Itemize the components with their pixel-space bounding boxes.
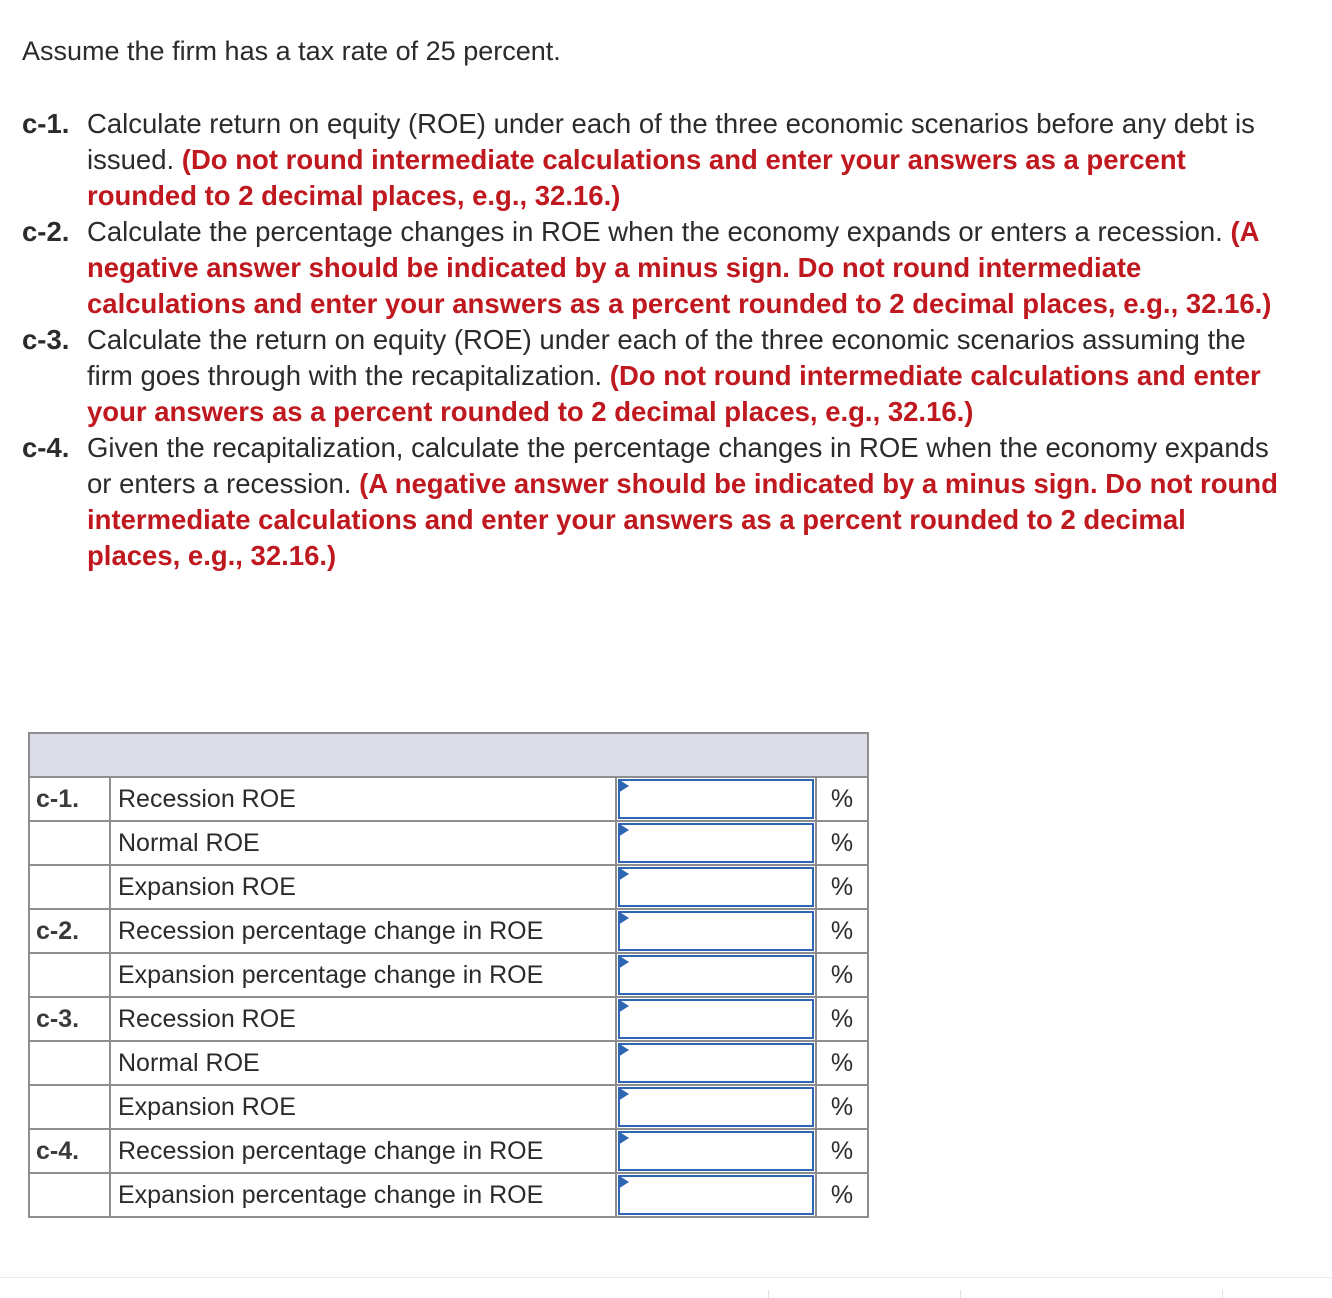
row-label: Recession ROE — [110, 997, 616, 1041]
answer-input[interactable] — [618, 955, 814, 995]
unit-label: % — [816, 1129, 868, 1173]
input-cell — [616, 953, 816, 997]
footer-tick-divider — [768, 1290, 769, 1298]
question-list — [22, 106, 1282, 574]
question-instruction: (A negative answer should be indicated by a minus sign. Do not round intermediate calculations and enter your answers as a percent rounded to 2 decimal places, e.g., 32.16.) — [87, 216, 1272, 319]
intro-text: Assume the firm has a tax rate of 25 percent. — [22, 36, 561, 66]
unit-label: % — [816, 777, 868, 821]
answer-input[interactable] — [618, 999, 814, 1039]
table-row — [29, 953, 868, 997]
table-row — [29, 1041, 868, 1085]
table-row — [29, 777, 868, 821]
answer-input[interactable] — [618, 1131, 814, 1171]
footer-tick-divider — [960, 1290, 961, 1298]
unit-label: % — [816, 1041, 868, 1085]
answer-input[interactable] — [618, 867, 814, 907]
input-cell — [616, 777, 816, 821]
question-instruction: (Do not round intermediate calculations and enter your answers as a percent rounded to 2 decimal places, e.g., 32.16.) — [87, 360, 1261, 427]
input-cell — [616, 1041, 816, 1085]
table-header-row — [29, 733, 868, 777]
question-label: c-2. — [22, 216, 70, 247]
input-cell — [616, 821, 816, 865]
question-instruction: (A negative answer should be indicated by a minus sign. Do not round intermediate calculations and enter your answers as a percent rounded to 2 decimal places, e.g., 32.16.) — [87, 468, 1278, 571]
part-label — [29, 953, 110, 997]
part-label: c-4. — [29, 1129, 110, 1173]
part-label: c-2. — [29, 909, 110, 953]
question-c3 — [22, 322, 1282, 430]
row-label: Expansion percentage change in ROE — [110, 1173, 616, 1217]
question-text: Given the recapitalization, calculate the percentage changes in ROE when the economy expands or enters a recession. — [87, 432, 1269, 499]
question-label: c-4. — [22, 432, 70, 463]
table-row — [29, 1173, 868, 1217]
question-c2 — [22, 214, 1282, 322]
input-cell — [616, 1085, 816, 1129]
bottom-divider — [0, 1277, 1332, 1278]
table-row — [29, 821, 868, 865]
answer-input[interactable] — [618, 823, 814, 863]
question-text: Calculate return on equity (ROE) under each of the three economic scenarios before any debt is issued. — [87, 108, 1255, 175]
row-label: Recession ROE — [110, 777, 616, 821]
row-label: Expansion ROE — [110, 1085, 616, 1129]
table-row — [29, 1085, 868, 1129]
input-cell — [616, 997, 816, 1041]
question-label: c-3. — [22, 324, 70, 355]
unit-label: % — [816, 953, 868, 997]
answer-input[interactable] — [618, 911, 814, 951]
question-label: c-1. — [22, 108, 70, 139]
table-row — [29, 909, 868, 953]
input-cell — [616, 909, 816, 953]
question-c4 — [22, 430, 1282, 574]
table-row — [29, 997, 868, 1041]
row-label: Normal ROE — [110, 821, 616, 865]
table-header-cell — [29, 733, 868, 777]
unit-label: % — [816, 1085, 868, 1129]
part-label — [29, 1041, 110, 1085]
unit-label: % — [816, 997, 868, 1041]
row-label: Normal ROE — [110, 1041, 616, 1085]
part-label — [29, 1173, 110, 1217]
question-c1 — [22, 106, 1282, 214]
unit-label: % — [816, 865, 868, 909]
part-label: c-1. — [29, 777, 110, 821]
part-label — [29, 865, 110, 909]
row-label: Expansion percentage change in ROE — [110, 953, 616, 997]
answer-table — [28, 732, 869, 1218]
row-label: Expansion ROE — [110, 865, 616, 909]
answer-input[interactable] — [618, 1175, 814, 1215]
unit-label: % — [816, 909, 868, 953]
answer-input[interactable] — [618, 1043, 814, 1083]
part-label: c-3. — [29, 997, 110, 1041]
answer-input[interactable] — [618, 1087, 814, 1127]
part-label — [29, 821, 110, 865]
part-label — [29, 1085, 110, 1129]
input-cell — [616, 865, 816, 909]
question-instruction: (Do not round intermediate calculations and enter your answers as a percent rounded to 2 decimal places, e.g., 32.16.) — [87, 144, 1186, 211]
answer-input[interactable] — [618, 779, 814, 819]
input-cell — [616, 1173, 816, 1217]
input-cell — [616, 1129, 816, 1173]
unit-label: % — [816, 1173, 868, 1217]
row-label: Recession percentage change in ROE — [110, 909, 616, 953]
unit-label: % — [816, 821, 868, 865]
table-row — [29, 865, 868, 909]
footer-tick-divider — [1222, 1290, 1223, 1298]
question-text: Calculate the percentage changes in ROE when the economy expands or enters a recession. — [87, 216, 1223, 247]
table-row — [29, 1129, 868, 1173]
question-text: Calculate the return on equity (ROE) under each of the three economic scenarios assuming the firm goes through with the recapitalization. — [87, 324, 1246, 391]
row-label: Recession percentage change in ROE — [110, 1129, 616, 1173]
